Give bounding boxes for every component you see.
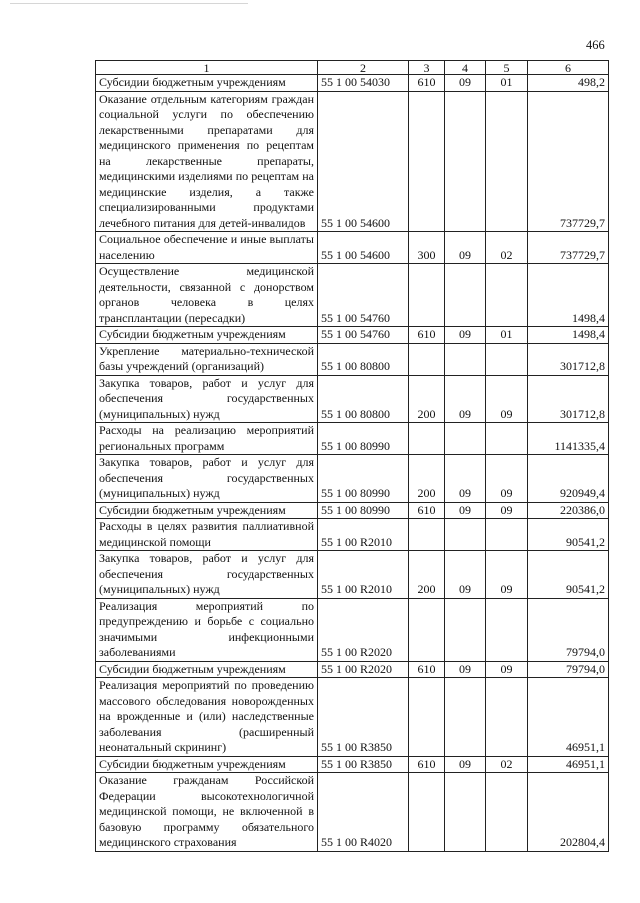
target-code-cell: 55 1 00 54760 xyxy=(318,327,409,344)
budget-table xyxy=(95,60,609,852)
target-code-cell: 55 1 00 80800 xyxy=(318,343,409,375)
expense-type-cell xyxy=(409,598,445,661)
amount-cell: 1141335,4 xyxy=(528,423,609,455)
expense-name-cell: Субсидии бюджетным учреждениям xyxy=(96,327,318,344)
table-row xyxy=(96,756,609,773)
expense-type-cell: 200 xyxy=(409,551,445,599)
amount-cell: 737729,7 xyxy=(528,91,609,232)
table-row xyxy=(96,375,609,423)
expense-type-cell xyxy=(409,91,445,232)
table-row xyxy=(96,423,609,455)
section-cell xyxy=(445,423,486,455)
section-cell: 09 xyxy=(445,551,486,599)
subsection-cell: 09 xyxy=(486,375,528,423)
top-rule xyxy=(10,3,248,4)
section-cell xyxy=(445,678,486,757)
expense-type-cell: 610 xyxy=(409,75,445,92)
expense-type-cell: 610 xyxy=(409,327,445,344)
target-code-cell: 55 1 00 54760 xyxy=(318,264,409,327)
table-row xyxy=(96,773,609,852)
expense-name-cell: Закупка товаров, работ и услуг для обеспечения государственных (муниципальных) нужд xyxy=(96,551,318,599)
amount-cell: 498,2 xyxy=(528,75,609,92)
header-cell: 4 xyxy=(445,61,486,75)
amount-cell: 920949,4 xyxy=(528,455,609,503)
amount-cell: 202804,4 xyxy=(528,773,609,852)
header-cell: 2 xyxy=(318,61,409,75)
expense-type-cell xyxy=(409,773,445,852)
header-cell: 6 xyxy=(528,61,609,75)
subsection-cell xyxy=(486,678,528,757)
subsection-cell xyxy=(486,423,528,455)
section-cell xyxy=(445,264,486,327)
table-row xyxy=(96,551,609,599)
expense-type-cell: 610 xyxy=(409,756,445,773)
expense-type-cell: 610 xyxy=(409,661,445,678)
section-cell: 09 xyxy=(445,327,486,344)
table-row xyxy=(96,232,609,264)
subsection-cell: 09 xyxy=(486,455,528,503)
expense-type-cell xyxy=(409,678,445,757)
target-code-cell: 55 1 00 R2010 xyxy=(318,519,409,551)
expense-name-cell: Закупка товаров, работ и услуг для обеспечения государственных (муниципальных) нужд xyxy=(96,375,318,423)
subsection-cell xyxy=(486,264,528,327)
subsection-cell xyxy=(486,598,528,661)
target-code-cell: 55 1 00 R4020 xyxy=(318,773,409,852)
section-cell xyxy=(445,773,486,852)
expense-name-cell: Оказание отдельным категориям граждан социальной услуги по обеспечению лекарственными препаратами для медицинского применения по рецептам на лекарственные препараты, медицинскими изделиями по рецептам на медицинские изделия, а также специализированными продуктами лечебного питания для детей-инвалидов xyxy=(96,91,318,232)
section-cell: 09 xyxy=(445,502,486,519)
subsection-cell: 09 xyxy=(486,551,528,599)
expense-name-cell: Оказание гражданам Российской Федерации высокотехнологичной медицинской помощи, не включенной в базовую программу обязательного медицинского страхования xyxy=(96,773,318,852)
table-row xyxy=(96,661,609,678)
target-code-cell: 55 1 00 54600 xyxy=(318,232,409,264)
amount-cell: 79794,0 xyxy=(528,598,609,661)
target-code-cell: 55 1 00 R2020 xyxy=(318,661,409,678)
target-code-cell: 55 1 00 R2010 xyxy=(318,551,409,599)
table-row xyxy=(96,678,609,757)
table-row xyxy=(96,598,609,661)
section-cell: 09 xyxy=(445,75,486,92)
expense-name-cell: Расходы в целях развития паллиативной медицинской помощи xyxy=(96,519,318,551)
table-row xyxy=(96,91,609,232)
expense-name-cell: Расходы на реализацию мероприятий региональных программ xyxy=(96,423,318,455)
expense-type-cell: 300 xyxy=(409,232,445,264)
target-code-cell: 55 1 00 80990 xyxy=(318,423,409,455)
expense-name-cell: Субсидии бюджетным учреждениям xyxy=(96,75,318,92)
expense-name-cell: Укрепление материально-технической базы учреждений (организаций) xyxy=(96,343,318,375)
amount-cell: 79794,0 xyxy=(528,661,609,678)
section-cell: 09 xyxy=(445,661,486,678)
expense-name-cell: Субсидии бюджетным учреждениям xyxy=(96,661,318,678)
table-row xyxy=(96,519,609,551)
subsection-cell xyxy=(486,773,528,852)
table-row xyxy=(96,343,609,375)
expense-name-cell: Закупка товаров, работ и услуг для обеспечения государственных (муниципальных) нужд xyxy=(96,455,318,503)
amount-cell: 46951,1 xyxy=(528,756,609,773)
expense-type-cell: 200 xyxy=(409,375,445,423)
expense-name-cell: Социальное обеспечение и иные выплаты населению xyxy=(96,232,318,264)
table-row xyxy=(96,327,609,344)
table-row xyxy=(96,502,609,519)
section-cell xyxy=(445,598,486,661)
subsection-cell: 02 xyxy=(486,756,528,773)
amount-cell: 1498,4 xyxy=(528,327,609,344)
target-code-cell: 55 1 00 54030 xyxy=(318,75,409,92)
amount-cell: 301712,8 xyxy=(528,343,609,375)
section-cell: 09 xyxy=(445,455,486,503)
amount-cell: 90541,2 xyxy=(528,551,609,599)
subsection-cell: 09 xyxy=(486,661,528,678)
column-number-header xyxy=(96,61,609,75)
target-code-cell: 55 1 00 80990 xyxy=(318,455,409,503)
target-code-cell: 55 1 00 80800 xyxy=(318,375,409,423)
subsection-cell: 01 xyxy=(486,75,528,92)
target-code-cell: 55 1 00 R3850 xyxy=(318,756,409,773)
section-cell: 09 xyxy=(445,232,486,264)
amount-cell: 220386,0 xyxy=(528,502,609,519)
subsection-cell xyxy=(486,343,528,375)
header-cell: 5 xyxy=(486,61,528,75)
table-row xyxy=(96,264,609,327)
expense-name-cell: Реализация мероприятий по предупреждению и борьбе с социально значимыми инфекционными заболеваниями xyxy=(96,598,318,661)
subsection-cell xyxy=(486,91,528,232)
target-code-cell: 55 1 00 54600 xyxy=(318,91,409,232)
expense-type-cell: 610 xyxy=(409,502,445,519)
header-cell: 3 xyxy=(409,61,445,75)
page-number: 466 xyxy=(586,38,605,52)
amount-cell: 46951,1 xyxy=(528,678,609,757)
table-row xyxy=(96,455,609,503)
expense-type-cell xyxy=(409,519,445,551)
target-code-cell: 55 1 00 R3850 xyxy=(318,678,409,757)
amount-cell: 90541,2 xyxy=(528,519,609,551)
budget-table-body xyxy=(96,61,609,852)
amount-cell: 1498,4 xyxy=(528,264,609,327)
amount-cell: 301712,8 xyxy=(528,375,609,423)
expense-name-cell: Субсидии бюджетным учреждениям xyxy=(96,756,318,773)
target-code-cell: 55 1 00 80990 xyxy=(318,502,409,519)
subsection-cell xyxy=(486,519,528,551)
expense-type-cell xyxy=(409,423,445,455)
expense-name-cell: Субсидии бюджетным учреждениям xyxy=(96,502,318,519)
section-cell: 09 xyxy=(445,756,486,773)
subsection-cell: 01 xyxy=(486,327,528,344)
expense-type-cell xyxy=(409,343,445,375)
expense-type-cell: 200 xyxy=(409,455,445,503)
section-cell: 09 xyxy=(445,375,486,423)
expense-type-cell xyxy=(409,264,445,327)
section-cell xyxy=(445,343,486,375)
table-row xyxy=(96,75,609,92)
expense-name-cell: Осуществление медицинской деятельности, связанной с донорством органов человека в целях трансплантации (пересадки) xyxy=(96,264,318,327)
subsection-cell: 09 xyxy=(486,502,528,519)
amount-cell: 737729,7 xyxy=(528,232,609,264)
expense-name-cell: Реализация мероприятий по проведению массового обследования новорожденных на врожденные и (или) наследственные заболевания (расширенный неонатальный скрининг) xyxy=(96,678,318,757)
section-cell xyxy=(445,519,486,551)
target-code-cell: 55 1 00 R2020 xyxy=(318,598,409,661)
header-cell: 1 xyxy=(96,61,318,75)
subsection-cell: 02 xyxy=(486,232,528,264)
section-cell xyxy=(445,91,486,232)
